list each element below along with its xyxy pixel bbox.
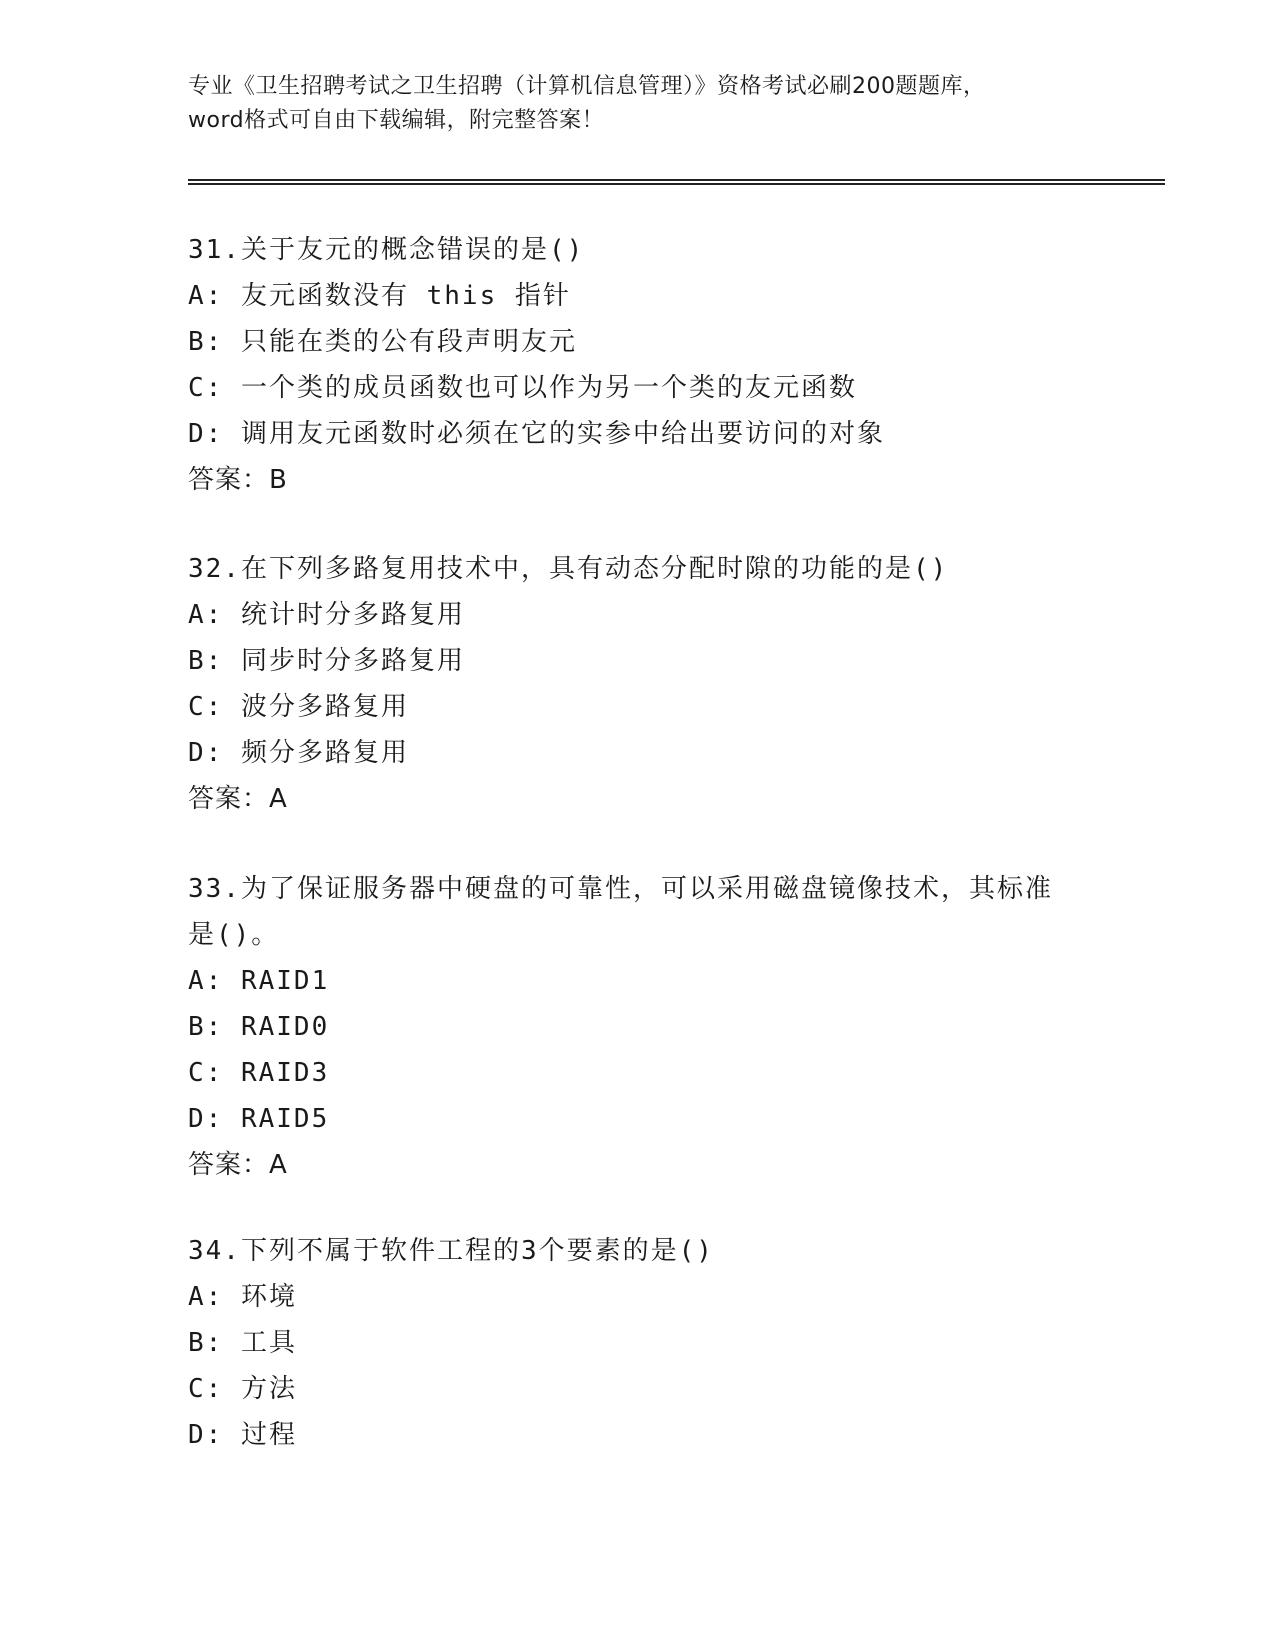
option-c: C: RAID3 [188, 1058, 330, 1088]
option-b: B: RAID0 [188, 1012, 330, 1042]
answer-label: 答案：B [188, 465, 288, 495]
option-c: C: 波分多路复用 [188, 692, 409, 722]
question-stem: 31.关于友元的概念错误的是() [188, 235, 585, 265]
header-divider [188, 179, 1165, 185]
question-31 [188, 227, 1148, 503]
question-34 [188, 1228, 1148, 1458]
question-33 [188, 866, 1148, 1188]
option-a: A: 环境 [188, 1282, 297, 1312]
answer-label: 答案：A [188, 784, 288, 814]
option-d: D: 调用友元函数时必须在它的实参中给出要访问的对象 [188, 419, 885, 449]
option-a: A: RAID1 [188, 966, 330, 996]
question-stem-line-2: 是()。 [188, 920, 280, 950]
option-d: D: 频分多路复用 [188, 738, 409, 768]
option-a: A: 统计时分多路复用 [188, 600, 465, 630]
option-c: C: 一个类的成员函数也可以作为另一个类的友元函数 [188, 373, 857, 403]
option-d: D: RAID5 [188, 1104, 330, 1134]
question-stem: 32.在下列多路复用技术中，具有动态分配时隙的功能的是() [188, 554, 949, 584]
question-stem-line-1: 33.为了保证服务器中硬盘的可靠性，可以采用磁盘镜像技术，其标准 [188, 874, 1053, 904]
question-32 [188, 546, 1148, 822]
answer-label: 答案：A [188, 1150, 288, 1180]
option-b: B: 同步时分多路复用 [188, 646, 465, 676]
header-line-2: word格式可自由下载编辑，附完整答案！ [188, 108, 605, 133]
option-b: B: 工具 [188, 1328, 297, 1358]
option-d: D: 过程 [188, 1420, 297, 1450]
option-c: C: 方法 [188, 1374, 297, 1404]
option-a: A: 友元函数没有 this 指针 [188, 281, 571, 311]
document-header [188, 70, 1088, 138]
header-line-1: 专业《卫生招聘考试之卫生招聘（计算机信息管理）》资格考试必刷200题题库， [188, 74, 986, 99]
question-stem: 34.下列不属于软件工程的3个要素的是() [188, 1236, 714, 1266]
option-b: B: 只能在类的公有段声明友元 [188, 327, 577, 357]
